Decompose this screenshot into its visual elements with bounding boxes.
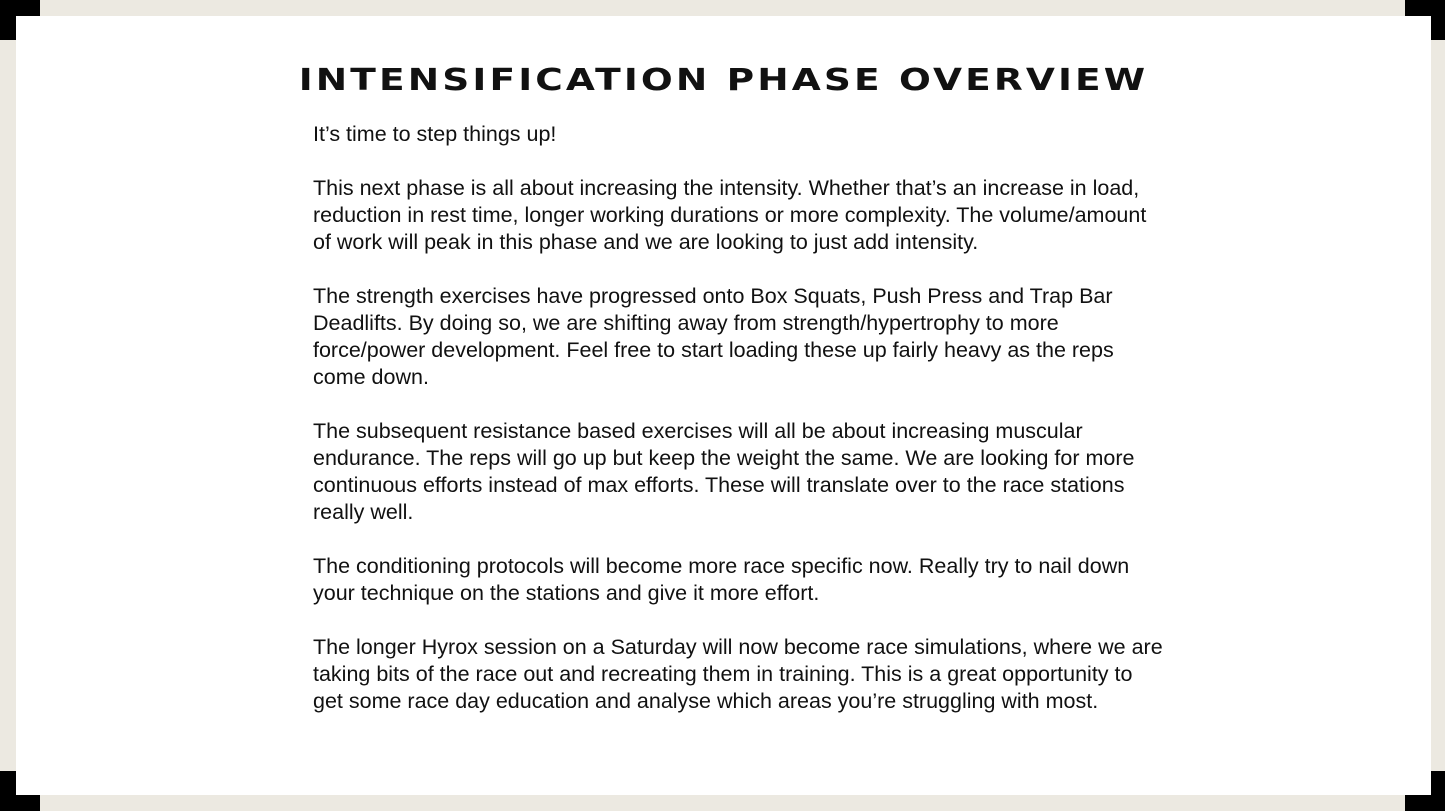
paragraph-intro: It’s time to step things up! — [313, 122, 557, 146]
paragraph-hyrox: The longer Hyrox session on a Saturday will now become race simulations, where we are taking bits of the race out and recreating them in training. This is a great opportunity to get some race day education and analyse which areas you’re struggling with most. — [313, 635, 1163, 713]
body-text — [313, 121, 1165, 742]
paragraph-intensity: This next phase is all about increasing the intensity. Whether that’s an increase in load, reduction in rest time, longer working durations or more complexity. The volume/amount of work will peak in this phase and we are looking to just add intensity. — [313, 176, 1147, 254]
slide-page — [16, 16, 1431, 795]
page-title: INTENSIFICATION PHASE OVERVIEW — [298, 63, 1149, 98]
paragraph-conditioning: The conditioning protocols will become more race specific now. Really try to nail down your technique on the stations and give it more effort. — [313, 554, 1130, 605]
paragraph-strength: The strength exercises have progressed onto Box Squats, Push Press and Trap Bar Deadlifts. By doing so, we are shifting away from strength/hypertrophy to more force/power development. Feel free to start loading these up fairly heavy as the reps come down. — [313, 284, 1114, 389]
paragraph-resistance: The subsequent resistance based exercises will all be about increasing muscular endurance. The reps will go up but keep the weight the same. We are looking for more continuous efforts instead of max efforts. These will translate over to the race stations really well. — [313, 419, 1135, 524]
